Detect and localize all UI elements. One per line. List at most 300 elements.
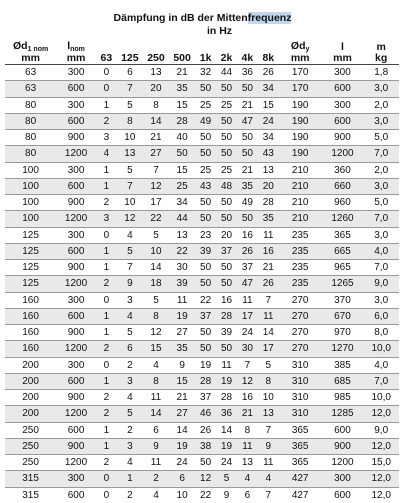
selected-text[interactable]: frequenz: [247, 12, 292, 24]
cell-mass: 7,0: [363, 373, 399, 389]
table-row: [5, 227, 399, 243]
cell-db-500: 19: [169, 308, 195, 324]
cell-db-1k: 25: [195, 97, 216, 113]
cell-mass: 3,0: [363, 178, 399, 194]
cell-d1-nom: 200: [5, 357, 56, 373]
cell-db-1k: 39: [195, 243, 216, 259]
cell-length: 600: [322, 487, 364, 503]
cell-db-4k: 36: [241, 67, 253, 79]
cell-db-63: 0: [96, 81, 117, 97]
cell-db-63: 0: [96, 292, 117, 308]
cell-db-250: 18: [143, 276, 169, 292]
cell-dy: 427: [279, 487, 322, 503]
cell-l-nom: 600: [56, 373, 96, 389]
cell-length: 1285: [322, 406, 364, 422]
cell-db-63: 1: [96, 325, 117, 341]
cell-db-125: 5: [117, 325, 143, 341]
header-freq: 250: [143, 40, 169, 65]
cell-mass: 3,0: [363, 113, 399, 129]
cell-db-500: 15: [169, 373, 195, 389]
table-body: [5, 65, 399, 503]
cell-db-2k: 37: [216, 243, 237, 259]
table-row: [5, 178, 399, 194]
cell-l-nom: 1200: [56, 406, 96, 422]
cell-mass: 9,0: [363, 276, 399, 292]
cell-db-63: 0: [96, 227, 117, 243]
cell-dy: 365: [279, 438, 322, 454]
cell-db-8k: 26: [258, 276, 279, 292]
cell-db-63: 3: [96, 130, 117, 146]
cell-mass: 2,0: [363, 162, 399, 178]
cell-db-4k: 50: [237, 81, 258, 97]
cell-mass: 3,0: [363, 227, 399, 243]
cell-db-8k: 16: [258, 243, 279, 259]
cell-db-500: 27: [169, 325, 195, 341]
cell-db-125: 1: [117, 471, 143, 487]
cell-db-125: 4: [117, 455, 143, 471]
cell-dy: 235: [279, 276, 322, 292]
cell-db-4k: 12: [237, 373, 258, 389]
cell-db-125: 8: [117, 113, 143, 129]
cell-db-1k: 23: [195, 227, 216, 243]
cell-db-2k: 16: [216, 292, 237, 308]
cell-dy: 365: [279, 455, 322, 471]
table-row: [5, 471, 399, 487]
cell-db-500: 35: [169, 81, 195, 97]
cell-l-nom: 600: [56, 487, 96, 503]
header-dy: $Ød_y$ mm: [279, 40, 322, 65]
cell-db-125: 4: [117, 308, 143, 324]
cell-db-8k: 26: [262, 67, 274, 79]
table-row: [5, 487, 399, 503]
cell-db-500: 22: [169, 243, 195, 259]
cell-length: 970: [322, 325, 364, 341]
cell-db-63: 3: [96, 211, 117, 227]
cell-dy: 190: [279, 130, 322, 146]
cell-db-250: 2: [143, 471, 169, 487]
cell-db-8k: 7: [258, 292, 279, 308]
cell-length: 900: [322, 130, 364, 146]
cell-db-4k: 4: [237, 471, 258, 487]
cell-db-8k: 11: [258, 227, 279, 243]
header-freq: 8k: [258, 40, 279, 65]
cell-length: 1270: [322, 341, 364, 357]
cell-db-8k: 43: [258, 146, 279, 162]
cell-d1-nom: 100: [5, 211, 56, 227]
cell-length: 385: [322, 357, 364, 373]
cell-d1-nom: 63: [5, 81, 56, 97]
cell-l-nom: 900: [56, 438, 96, 454]
cell-dy: 270: [279, 325, 322, 341]
cell-db-2k: 50: [216, 260, 237, 276]
cell-db-1k: 50: [195, 211, 216, 227]
header-d1-nom: $Ød_{1 nom}$ mm: [5, 40, 56, 65]
cell-db-2k: 28: [216, 308, 237, 324]
cell-length: 600: [322, 422, 364, 438]
cell-db-63: 4: [96, 146, 117, 162]
cell-l-nom: 1200: [56, 276, 96, 292]
cell-db-63: 1: [96, 97, 117, 113]
cell-db-2k: 14: [216, 422, 237, 438]
cell-db-500: 13: [169, 227, 195, 243]
cell-db-250: 21: [143, 130, 169, 146]
cell-db-8k: 15: [258, 97, 279, 113]
cell-db-250: 13: [150, 67, 162, 79]
table-row: [5, 341, 399, 357]
cell-db-125: 6: [117, 341, 143, 357]
cell-db-125: 3: [117, 438, 143, 454]
header-l: l mm: [322, 40, 364, 65]
cell-db-1k: 22: [195, 487, 216, 503]
cell-db-1k: 46: [195, 406, 216, 422]
cell-db-2k: 9: [216, 487, 237, 503]
cell-dy: 365: [279, 422, 322, 438]
cell-db-250: 15: [143, 341, 169, 357]
cell-dy: 427: [279, 471, 322, 487]
cell-mass: 15,0: [363, 455, 399, 471]
cell-dy: 210: [279, 195, 322, 211]
cell-l-nom: 300: [56, 97, 96, 113]
cell-d1-nom: 160: [5, 341, 56, 357]
cell-dy: 310: [279, 390, 322, 406]
cell-l-nom: 300: [56, 162, 96, 178]
cell-db-8k: 8: [258, 373, 279, 389]
cell-db-4k: 35: [237, 178, 258, 194]
cell-db-4k: 6: [237, 487, 258, 503]
cell-d1-nom: 100: [5, 162, 56, 178]
cell-db-125: 13: [117, 146, 143, 162]
cell-l-nom: 1200: [56, 211, 96, 227]
cell-mass: 1,8: [374, 67, 389, 79]
cell-db-63: 2: [96, 390, 117, 406]
cell-db-2k: 50: [216, 195, 237, 211]
cell-db-8k: 7: [258, 422, 279, 438]
cell-dy: 235: [279, 243, 322, 259]
cell-db-500: 44: [169, 211, 195, 227]
cell-dy: 210: [279, 211, 322, 227]
cell-db-2k: 44: [220, 67, 233, 79]
table-row: [5, 357, 399, 373]
cell-db-8k: 20: [258, 178, 279, 194]
cell-length: 1260: [322, 211, 364, 227]
cell-l-nom: 1200: [56, 455, 96, 471]
cell-db-63: 1: [96, 260, 117, 276]
cell-db-4k: 7: [237, 357, 258, 373]
cell-d1-nom: 315: [5, 487, 56, 503]
cell-db-125: 12: [117, 211, 143, 227]
cell-db-250: 8: [143, 373, 169, 389]
cell-d1-nom: 200: [5, 406, 56, 422]
cell-db-1k: 22: [195, 292, 216, 308]
header-freq: 2k: [216, 40, 237, 65]
cell-d1-nom: 80: [5, 97, 56, 113]
cell-dy: 270: [279, 292, 322, 308]
cell-db-1k: 26: [195, 422, 216, 438]
cell-db-2k: 19: [216, 438, 237, 454]
cell-db-4k: 11: [237, 292, 258, 308]
cell-db-1k: 43: [195, 178, 216, 194]
cell-db-500: 27: [169, 406, 195, 422]
cell-db-4k: 47: [237, 276, 258, 292]
table-row: [5, 65, 399, 81]
table-row: [5, 373, 399, 389]
header-row: [5, 40, 399, 65]
table-row: [5, 390, 399, 406]
cell-l-nom: 1200: [56, 341, 96, 357]
cell-db-63: 1: [96, 438, 117, 454]
cell-db-8k: 13: [258, 162, 279, 178]
cell-length: 1200: [322, 455, 364, 471]
cell-db-2k: 36: [216, 406, 237, 422]
cell-db-500: 35: [169, 341, 195, 357]
cell-db-4k: 47: [237, 113, 258, 129]
cell-db-4k: 16: [237, 390, 258, 406]
cell-db-63: 1: [96, 422, 117, 438]
table-row: [5, 130, 399, 146]
cell-d1-nom: 100: [5, 195, 56, 211]
cell-db-125: 3: [117, 292, 143, 308]
cell-db-250: 12: [143, 325, 169, 341]
cell-d1-nom: 160: [5, 308, 56, 324]
cell-db-4k: 50: [237, 211, 258, 227]
cell-db-2k: 25: [216, 162, 237, 178]
cell-length: 365: [322, 227, 364, 243]
cell-db-250: 7: [143, 162, 169, 178]
cell-db-2k: 20: [216, 227, 237, 243]
cell-length: 600: [322, 81, 364, 97]
cell-d1-nom: 80: [5, 130, 56, 146]
cell-length: 900: [322, 438, 364, 454]
table-row: [5, 438, 399, 454]
cell-db-8k: 11: [258, 455, 279, 471]
cell-d1-nom: 200: [5, 373, 56, 389]
cell-db-8k: 34: [258, 81, 279, 97]
cell-db-1k: 38: [195, 438, 216, 454]
cell-db-250: 22: [143, 211, 169, 227]
cell-db-8k: 11: [258, 308, 279, 324]
cell-db-250: 8: [143, 97, 169, 113]
cell-db-4k: 49: [237, 195, 258, 211]
cell-length: 665: [322, 243, 364, 259]
header-l-nom: $l_{nom}$ mm: [56, 40, 96, 65]
cell-db-63: 0: [96, 487, 117, 503]
cell-db-125: 2: [117, 487, 143, 503]
cell-mass: 12,0: [363, 438, 399, 454]
cell-mass: 8,0: [363, 325, 399, 341]
cell-mass: 7,0: [363, 146, 399, 162]
cell-db-500: 21: [176, 67, 188, 79]
cell-db-4k: 11: [237, 438, 258, 454]
cell-db-1k: 50: [195, 276, 216, 292]
cell-d1-nom: 315: [5, 471, 56, 487]
cell-length: 300: [334, 67, 351, 79]
cell-db-63: 2: [96, 113, 117, 129]
cell-db-125: 7: [117, 260, 143, 276]
cell-l-nom: 300: [56, 227, 96, 243]
table-row: [5, 162, 399, 178]
cell-l-nom: 300: [56, 357, 96, 373]
cell-db-63: 2: [96, 455, 117, 471]
cell-db-2k: 50: [216, 341, 237, 357]
cell-l-nom: 1200: [56, 146, 96, 162]
cell-db-500: 50: [169, 146, 195, 162]
cell-db-250: 20: [143, 81, 169, 97]
cell-db-1k: 32: [200, 67, 212, 79]
cell-db-1k: 19: [195, 357, 216, 373]
cell-dy: 190: [279, 113, 322, 129]
cell-db-63: 2: [96, 406, 117, 422]
cell-db-500: 11: [169, 292, 195, 308]
table-row: [5, 455, 399, 471]
cell-db-1k: 50: [195, 130, 216, 146]
cell-db-250: 4: [143, 357, 169, 373]
cell-l-nom: 300: [56, 292, 96, 308]
cell-db-500: 19: [169, 438, 195, 454]
cell-db-8k: 17: [258, 341, 279, 357]
cell-db-1k: 50: [195, 341, 216, 357]
cell-l-nom: 900: [56, 195, 96, 211]
cell-d1-nom: 80: [5, 113, 56, 129]
cell-db-4k: 37: [237, 260, 258, 276]
cell-db-4k: 17: [237, 308, 258, 324]
cell-l-nom: 600: [56, 81, 96, 97]
cell-db-1k: 50: [195, 260, 216, 276]
cell-db-1k: 28: [195, 373, 216, 389]
cell-dy: 170: [279, 81, 322, 97]
attenuation-table: [5, 40, 399, 503]
cell-db-1k: 37: [195, 390, 216, 406]
cell-d1-nom: 160: [5, 292, 56, 308]
cell-d1-nom: 125: [5, 276, 56, 292]
header-freq: 4k: [237, 40, 258, 65]
table-row: [5, 243, 399, 259]
cell-db-1k: 50: [195, 455, 216, 471]
cell-mass: 12,0: [363, 471, 399, 487]
cell-db-4k: 16: [237, 227, 258, 243]
cell-db-2k: 48: [216, 178, 237, 194]
cell-mass: 3,0: [363, 292, 399, 308]
cell-l-nom: 900: [56, 130, 96, 146]
table-row: [5, 406, 399, 422]
title-line-1: [0, 12, 405, 25]
cell-length: 965: [322, 260, 364, 276]
cell-db-1k: 50: [195, 325, 216, 341]
cell-db-1k: 49: [195, 113, 216, 129]
cell-l-nom: 900: [56, 325, 96, 341]
cell-db-2k: 50: [216, 81, 237, 97]
cell-db-500: 14: [169, 422, 195, 438]
cell-length: 685: [322, 373, 364, 389]
header-freq: 63: [96, 40, 117, 65]
cell-db-250: 11: [143, 390, 169, 406]
cell-db-63: 1: [96, 178, 117, 194]
cell-dy: 235: [279, 260, 322, 276]
cell-db-63: 0: [96, 471, 117, 487]
cell-d1-nom: 160: [5, 325, 56, 341]
table-row: [5, 195, 399, 211]
cell-db-500: 15: [169, 97, 195, 113]
cell-mass: 4,0: [363, 243, 399, 259]
cell-db-250: 9: [143, 438, 169, 454]
cell-length: 360: [322, 162, 364, 178]
cell-db-63: 1: [96, 308, 117, 324]
cell-d1-nom: 200: [5, 390, 56, 406]
cell-db-8k: 28: [258, 195, 279, 211]
cell-dy: 190: [279, 146, 322, 162]
cell-db-8k: 34: [258, 130, 279, 146]
cell-db-1k: 50: [195, 146, 216, 162]
cell-db-125: 4: [117, 390, 143, 406]
cell-db-8k: 4: [258, 471, 279, 487]
cell-l-nom: 300: [67, 67, 85, 79]
cell-db-250: 5: [143, 227, 169, 243]
table-row: [5, 260, 399, 276]
cell-db-1k: 50: [195, 195, 216, 211]
cell-db-2k: 50: [216, 130, 237, 146]
cell-db-4k: 21: [237, 406, 258, 422]
cell-mass: 2,0: [363, 97, 399, 113]
cell-db-500: 25: [169, 178, 195, 194]
cell-length: 600: [322, 113, 364, 129]
cell-db-125: 4: [117, 227, 143, 243]
cell-db-4k: 8: [237, 422, 258, 438]
cell-mass: 5,0: [363, 195, 399, 211]
cell-dy: 270: [279, 341, 322, 357]
cell-l-nom: 600: [56, 308, 96, 324]
cell-db-2k: 50: [216, 146, 237, 162]
cell-d1-nom: 250: [5, 422, 56, 438]
cell-l-nom: 300: [56, 471, 96, 487]
cell-db-125: 3: [117, 373, 143, 389]
cell-db-1k: 25: [195, 162, 216, 178]
cell-dy: 270: [279, 308, 322, 324]
cell-db-250: 14: [143, 113, 169, 129]
cell-db-250: 14: [143, 260, 169, 276]
header-freq: 1k: [195, 40, 216, 65]
cell-db-2k: 28: [216, 390, 237, 406]
cell-length: 1200: [322, 146, 364, 162]
cell-db-63: 1: [96, 243, 117, 259]
cell-db-63: 0: [96, 357, 117, 373]
cell-db-8k: 21: [258, 260, 279, 276]
cell-l-nom: 600: [56, 113, 96, 129]
cell-length: 960: [322, 195, 364, 211]
cell-db-2k: 19: [216, 373, 237, 389]
cell-length: 985: [322, 390, 364, 406]
cell-db-500: 9: [169, 357, 195, 373]
cell-db-125: 7: [117, 81, 143, 97]
cell-d1-nom: 100: [5, 178, 56, 194]
cell-db-4k: 50: [237, 146, 258, 162]
cell-db-125: 10: [117, 195, 143, 211]
cell-db-8k: 35: [258, 211, 279, 227]
cell-db-2k: 50: [216, 211, 237, 227]
cell-db-500: 40: [169, 130, 195, 146]
table-row: [5, 97, 399, 113]
cell-db-125: 6: [127, 67, 133, 79]
cell-d1-nom: 125: [5, 243, 56, 259]
cell-mass: 12,0: [363, 406, 399, 422]
cell-dy: 310: [279, 406, 322, 422]
cell-mass: 6,0: [363, 308, 399, 324]
cell-mass: 5,0: [363, 130, 399, 146]
cell-l-nom: 600: [56, 422, 96, 438]
cell-db-125: 2: [117, 357, 143, 373]
cell-db-500: 34: [169, 195, 195, 211]
cell-db-125: 10: [117, 130, 143, 146]
cell-db-250: 17: [143, 195, 169, 211]
table-row: [5, 325, 399, 341]
